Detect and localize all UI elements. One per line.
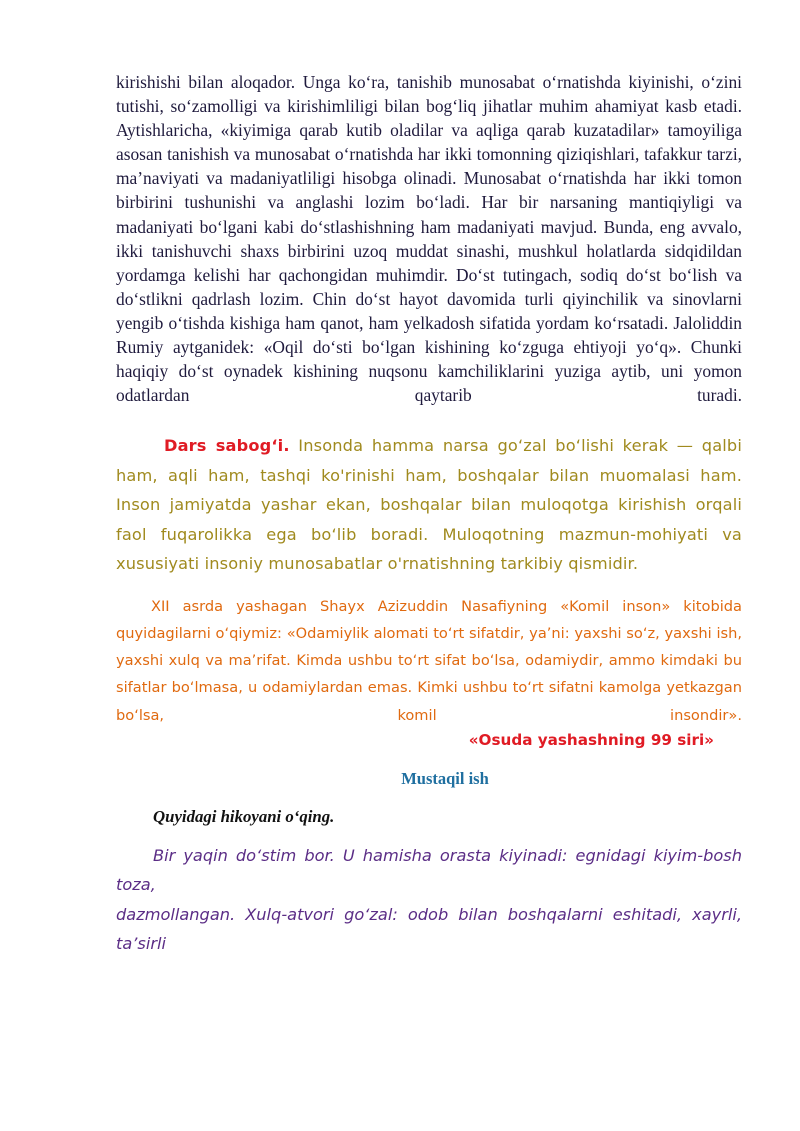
section-title: Mustaqil ish <box>401 768 489 788</box>
task-instruction: Quyidagi hikoyani o‘qing. <box>153 806 335 826</box>
main-paragraph: kirishishi bilan aloqador. Unga ko‘ra, tanishib munosabat o‘rnatishda kiyinishi, o‘zini tutishi, so‘zamolligi va kirishimliligi bilan bog‘liq jihatlar muhim ahamiyat kasb etadi. Aytishlaricha, «kiyimiga qarab kutib oladilar va aqliga qarab kuzatadilar» tamoyiliga asosan tanishish va munosabat o‘rnatishda har ikki tomonning qiziqishlari, tafakkur tarzi, ma’naviyati va madaniyatliligi hisobga olinadi. Munosabat o‘rnatishda har ikki tomon birbirini tushunishi va anglashi lozim bo‘ladi. Har bir narsaning mantiqiyligi va madaniyati bo‘lgani kabi do‘stlashishning ham madaniyati mavjud. Bunda, eng avvalo, ikki tanishuvchi shaxs birbirini uzoq muddat sinashi, mushkul holatlarda sidqidildan yordamga kelishi har qachongidan muhimdir. Do‘st tutingach, sodiq do‘st bo‘lish va do‘stlikni qadrlash lozim. Chin do‘st hayot davomida turli qiyinchilik va sinovlarni yengib o‘tishda kishiga ham qanot, ham yelkadosh sifatida yordam ko‘rsatadi. Jaloliddin Rumiy aytganidek: «Oqil do‘sti bo‘lgan kishining ko‘zguga ehtiyoji yo‘q». Chunki haqiqiy do‘st oynadek kishining nuqsonu kamchiliklarini yuziga aytib, uni yomon odatlardan qaytarib turadi. <box>116 72 742 406</box>
quote-source: «Osuda yashashning 99 siri» <box>468 730 714 749</box>
story-paragraph <box>116 841 742 959</box>
lesson-label: Dars sabog‘i. <box>164 436 290 456</box>
quote-paragraph: XII asrda yashagan Shayx Azizuddin Nasafiyning «Komil inson» kitobida quyidagilarni o‘qiymiz: «Odamiylik alomati to‘rt sifatdir, ya’ni: yaxshi so‘z, yaxshi ish, yaxshi xulq va ma’rifat. Kimda ushbu to‘rt sifat bo‘lsa, odamiydir, ammo kimdaki bu sifatlar bo‘lmasa, u odamiylardan emas. Kimki ushbu to‘rt sifatni kamolga yetkazgan bo‘lsa, komil insondir». <box>116 597 742 724</box>
story-line: Bir yaqin do‘stim bor. U hamisha orasta kiyinadi: egnidagi kiyim-bosh toza, <box>116 845 742 895</box>
document-page <box>116 70 742 958</box>
lesson-paragraph <box>116 431 742 579</box>
story-line: dazmollangan. Xulq-atvori go‘zal: odob bilan boshqalarni eshitadi, xayrli, ta’sirli <box>116 904 742 954</box>
lesson-text: Insonda hamma narsa go‘zal bo‘lishi kerak — qalbi ham, aqli ham, tashqi ko'rinishi ham, boshqalar bilan muomalasi ham. Inson jamiyatda yashar ekan, boshqalar bilan muloqotga kirishish orqali faol fuqarolikka ega bo‘lib boradi. Muloqotning mazmun-mohiyati va xususiyati insoniy munosabatlar o'rnatishning tarkibiy qismidir. <box>116 436 743 574</box>
